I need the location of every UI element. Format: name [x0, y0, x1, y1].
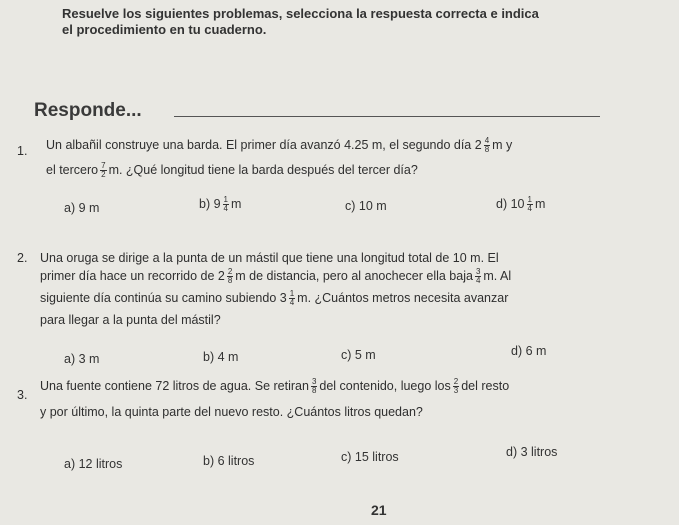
q3-text-1b: del contenido, luego los	[319, 378, 451, 393]
q3-option-a[interactable]: a) 12 litros	[64, 457, 123, 471]
q2-option-c[interactable]: c) 5 m	[341, 348, 376, 362]
q2-line-1: Una oruga se dirige a la punta de un mástil que tiene una longitud total de 10 m. El	[40, 251, 499, 265]
q1-fraction-2	[100, 162, 106, 179]
q3-option-d[interactable]: d) 3 litros	[506, 445, 558, 459]
q2-frac3-num: 1	[289, 289, 295, 298]
q2-line-4: para llegar a la punta del mástil?	[40, 313, 221, 327]
q1-frac1-num: 4	[484, 136, 490, 145]
q3-number: 3.	[17, 388, 28, 402]
q2-fraction-2	[475, 268, 481, 285]
q3-frac1-num: 3	[311, 377, 317, 386]
q1-line-1	[46, 137, 512, 154]
q3-frac1-den: 8	[311, 386, 317, 395]
q2-fraction-3	[289, 290, 295, 307]
q1-option-d-fraction	[527, 196, 533, 213]
title-underline	[174, 116, 600, 117]
section-title: Responde...	[34, 100, 142, 121]
q2-frac3-den: 4	[289, 298, 295, 307]
q1-option-b-unit: m	[231, 196, 242, 211]
q1-frac2-den: 2	[101, 170, 106, 179]
q2-line-2	[40, 268, 511, 285]
q1-fraction-1	[484, 137, 490, 154]
q2-frac2-num: 3	[475, 267, 481, 276]
q2-text-2b: m de distancia, pero al anochecer ella baja	[235, 268, 473, 283]
page-number: 21	[371, 502, 387, 518]
q1-od-den: 4	[527, 204, 532, 213]
q3-text-1a: Una fuente contiene 72 litros de agua. Se retiran	[40, 378, 309, 393]
q2-frac1-den: 8	[227, 276, 233, 285]
q1-line-2	[46, 162, 418, 179]
q3-option-b[interactable]: b) 6 litros	[203, 454, 255, 468]
q2-frac2-den: 4	[475, 276, 481, 285]
q1-option-a[interactable]: a) 9 m	[64, 201, 100, 215]
q1-option-d[interactable]	[496, 196, 545, 213]
q1-option-d-whole: d) 10	[496, 196, 525, 211]
q1-frac1-den: 8	[484, 145, 490, 154]
q3-option-c[interactable]: c) 15 litros	[341, 450, 399, 464]
q1-ob-den: 4	[223, 204, 228, 213]
instructions-line-2: el procedimiento en tu cuaderno.	[62, 22, 267, 37]
q3-fraction-1	[311, 378, 317, 395]
q1-option-d-unit: m	[534, 196, 546, 211]
q1-text-1b: m y	[492, 137, 513, 152]
q3-text-1c: del resto	[461, 378, 510, 393]
instructions-line-1: Resuelve los siguientes problemas, selecciona la respuesta correcta e indica	[62, 6, 539, 21]
q1-text-1a: Un albañil construye una barda. El primer día avanzó 4.25 m, el segundo día 2	[46, 137, 482, 152]
q2-frac1-num: 2	[227, 267, 233, 276]
q2-option-d[interactable]: d) 6 m	[511, 344, 547, 358]
q3-line-2: y por último, la quinta parte del nuevo resto. ¿Cuántos litros quedan?	[40, 405, 423, 419]
q2-text-2c: m. Al	[483, 268, 512, 283]
q1-text-2a: el tercero	[46, 162, 99, 177]
q3-frac2-den: 3	[453, 386, 459, 395]
q2-text-2a: primer día hace un recorrido de 2	[40, 268, 225, 283]
q3-fraction-2	[453, 378, 459, 395]
q1-frac2-num: 7	[101, 161, 106, 170]
q1-text-2b: m. ¿Qué longitud tiene la barda después del tercer día?	[108, 162, 418, 177]
q2-text-3a: siguiente día continúa su camino subiendo 3	[40, 290, 287, 305]
q2-option-a[interactable]: a) 3 m	[64, 352, 100, 366]
q1-option-b[interactable]	[199, 196, 241, 213]
q1-number: 1.	[17, 144, 28, 158]
q1-ob-num: 1	[223, 195, 228, 204]
q3-frac2-num: 2	[453, 377, 459, 386]
q1-od-num: 1	[527, 195, 532, 204]
q2-fraction-1	[227, 268, 233, 285]
q3-line-1	[40, 378, 509, 395]
q2-line-3	[40, 290, 508, 307]
q2-number: 2.	[17, 251, 28, 265]
q1-option-b-fraction	[223, 196, 229, 213]
q2-text-3b: m. ¿Cuántos metros necesita avanzar	[297, 290, 509, 305]
q1-option-b-whole: b) 9	[199, 196, 221, 211]
q1-option-c[interactable]: c) 10 m	[345, 199, 387, 213]
q2-option-b[interactable]: b) 4 m	[203, 350, 239, 364]
